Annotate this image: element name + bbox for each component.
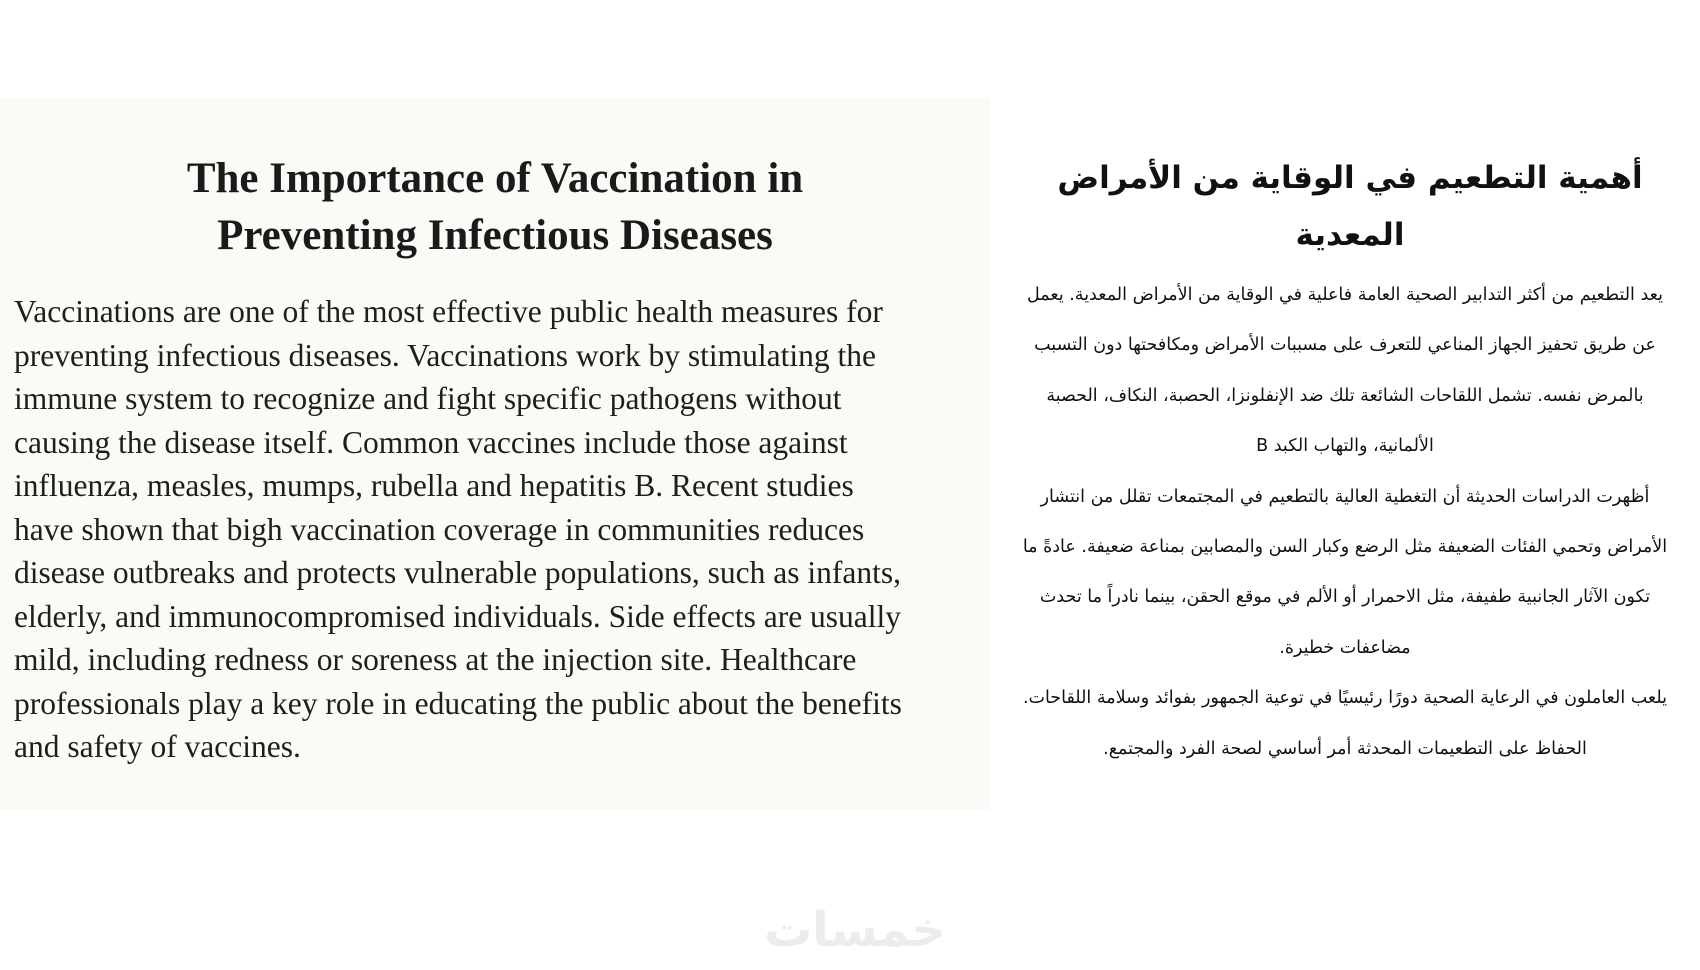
watermark-logo: خمسات	[764, 902, 946, 958]
english-body-line: disease outbreaks and protects vulnerable populations, such as infants,	[14, 555, 902, 590]
arabic-body-line: الألمانية، والتهاب الكبد B	[1256, 436, 1434, 457]
arabic-body-line: بالمرض نفسه. تشمل اللقاحات الشائعة تلك ضد الإنفلونزا، الحصبة، النكاف، الحصبة	[1046, 385, 1644, 406]
english-body	[14, 290, 994, 769]
arabic-body-line: تكون الآثار الجانبية طفيفة، مثل الاحمرار أو الألم في موقع الحقن، بينما نادراً ما تحدث	[1039, 587, 1651, 608]
arabic-body-line: أظهرت الدراسات الحديثة أن التغطية العالية بالتطعيم في المجتمعات تقلل من انتشار	[1040, 486, 1650, 507]
english-body-line: preventing infectious diseases. Vaccinations work by stimulating the	[14, 337, 876, 373]
english-body-line: elderly, and immunocompromised individuals. Side effects are usually	[14, 598, 902, 634]
english-body-line: causing the disease itself. Common vaccines include those against	[14, 424, 848, 460]
english-body-line: Vaccinations are one of the most effective public health measures for	[14, 294, 883, 329]
english-title-line: The Importance of Vaccination in	[186, 155, 804, 202]
english-title	[0, 150, 990, 264]
arabic-body-line: الحفاظ على التطعيمات المحدثة أمر أساسي لصحة الفرد والمجتمع.	[1103, 738, 1587, 759]
arabic-body-line: يعد التطعيم من أكثر التدابير الصحية العامة فاعلية في الوقاية من الأمراض المعدية. يعمل	[1027, 285, 1663, 305]
arabic-body-line: مضاعفات خطيرة.	[1279, 637, 1411, 658]
english-body-line: have shown that bigh vaccination coverage in communities reduces	[14, 511, 865, 547]
english-body-line: professionals play a key role in educating the public about the benefits	[14, 685, 902, 721]
english-title-line: Preventing Infectious Diseases	[217, 212, 773, 259]
english-body-line: mild, including redness or soreness at the injection site. Healthcare	[14, 642, 857, 677]
english-body-line: influenza, measles, mumps, rubella and hepatitis B. Recent studies	[14, 468, 854, 503]
arabic-title: أهمية التطعيم في الوقاية من الأمراض المعدية	[1057, 160, 1643, 253]
english-body-line: and safety of vaccines.	[14, 729, 301, 764]
arabic-body-line: يلعب العاملون في الرعاية الصحية دورًا رئيسيًا في توعية الجمهور بفوائد وسلامة اللقاحات.	[1022, 688, 1668, 709]
arabic-body-line: الأمراض وتحمي الفئات الضعيفة مثل الرضع وكبار السن والمصابين بمناعة ضعيفة. عادةً ما	[1022, 537, 1668, 558]
arabic-body	[995, 270, 1695, 774]
english-body-line: immune system to recognize and fight specific pathogens without	[14, 381, 842, 416]
arabic-body-line: عن طريق تحفيز الجهاز المناعي للتعرف على مسببات الأمراض ومكافحتها دون التسبب	[1034, 335, 1656, 356]
